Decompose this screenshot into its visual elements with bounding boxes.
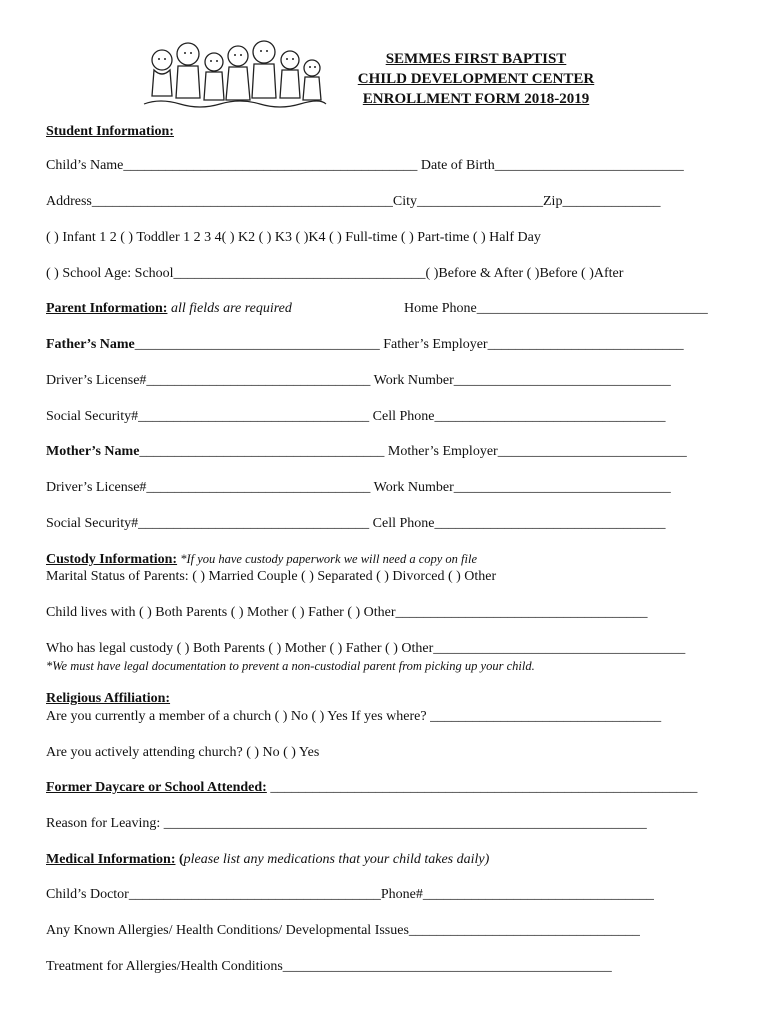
- medical-section-row: [46, 851, 489, 869]
- mother-ssn-cell-field[interactable]: Social Security#_________________________________ Cell Phone_________________________________: [46, 516, 666, 531]
- school-age-row[interactable]: ( ) School Age: School____________________________________( )Before & After ( )Before ( )After: [46, 266, 624, 281]
- father-name-employer-field[interactable]: ___________________________________ Father’s Employer____________________________: [134, 337, 684, 352]
- medical-note-paren: (: [175, 852, 184, 867]
- father-name-label: Father’s Name: [46, 337, 135, 352]
- program-selection-row[interactable]: ( ) Infant 1 2 ( ) Toddler 1 2 3 4( ) K2 ( ) K3 ( )K4 ( ) Full-time ( ) Part-time ( ) Half Day: [46, 230, 541, 245]
- religious-section-heading: Religious Affiliation:: [46, 691, 171, 706]
- form-title-line-1: SEMMES FIRST BAPTIST: [385, 51, 567, 67]
- form-title-line-2: CHILD DEVELOPMENT CENTER: [357, 71, 595, 87]
- former-daycare-row[interactable]: [46, 779, 697, 797]
- medical-section-note: please list any medications that your child takes daily): [183, 852, 490, 867]
- child-lives-with-options[interactable]: Child lives with ( ) Both Parents ( ) Mother ( ) Father ( ) Other____________________________________: [46, 605, 648, 620]
- church-member-field[interactable]: Are you currently a member of a church ( ) No ( ) Yes If yes where? _________________________________: [46, 709, 662, 724]
- legal-custody-options[interactable]: Who has legal custody ( ) Both Parents ( ) Mother ( ) Father ( ) Other____________________________________: [46, 641, 686, 656]
- allergies-field[interactable]: Any Known Allergies/ Health Conditions/ Developmental Issues_________________________________: [46, 923, 640, 938]
- mother-name-label: Mother’s Name: [46, 444, 140, 459]
- doctor-phone-field[interactable]: Child’s Doctor____________________________________Phone#_________________________________: [46, 887, 654, 902]
- mother-license-work-field[interactable]: Driver’s License#________________________________ Work Number_______________________________: [46, 480, 671, 495]
- custody-section-note: *If you have custody paperwork we will need a copy on file: [177, 552, 478, 566]
- legal-documentation-note: *We must have legal documentation to prevent a non-custodial parent from picking up your child.: [46, 659, 535, 673]
- treatment-field[interactable]: Treatment for Allergies/Health Conditions_______________________________________________: [46, 959, 612, 974]
- father-license-work-field[interactable]: Driver’s License#________________________________ Work Number_______________________________: [46, 373, 671, 388]
- former-daycare-field[interactable]: _____________________________________________________________: [266, 780, 698, 795]
- former-daycare-label: Former Daycare or School Attended:: [46, 780, 267, 795]
- father-row[interactable]: [46, 336, 684, 354]
- mother-row[interactable]: [46, 443, 687, 461]
- parent-section-note: all fields are required: [167, 301, 292, 316]
- attending-church-options[interactable]: Are you actively attending church? ( ) No ( ) Yes: [46, 745, 320, 760]
- mother-name-employer-field[interactable]: ___________________________________ Mother’s Employer___________________________: [139, 444, 687, 459]
- student-section-heading: Student Information:: [46, 124, 174, 139]
- form-title-line-3: ENROLLMENT FORM 2018-2019: [362, 91, 590, 107]
- father-ssn-cell-field[interactable]: Social Security#_________________________________ Cell Phone_________________________________: [46, 409, 666, 424]
- marital-status-options[interactable]: Marital Status of Parents: ( ) Married Couple ( ) Separated ( ) Divorced ( ) Other: [46, 569, 497, 584]
- medical-section-heading: Medical Information:: [46, 852, 176, 867]
- custody-section-heading: Custody Information:: [46, 552, 178, 567]
- custody-section-row: [46, 550, 477, 569]
- parent-section-row: [46, 300, 292, 318]
- child-name-dob-field[interactable]: Child’s Name__________________________________________ Date of Birth___________________________: [46, 158, 684, 173]
- home-phone-field[interactable]: Home Phone_________________________________: [404, 301, 708, 316]
- address-city-zip-field[interactable]: Address___________________________________________City__________________Zip______________: [46, 194, 661, 209]
- children-logo-image: [140, 38, 328, 110]
- reason-leaving-field[interactable]: Reason for Leaving: _____________________________________________________________________: [46, 816, 647, 831]
- parent-section-heading: Parent Information:: [46, 301, 168, 316]
